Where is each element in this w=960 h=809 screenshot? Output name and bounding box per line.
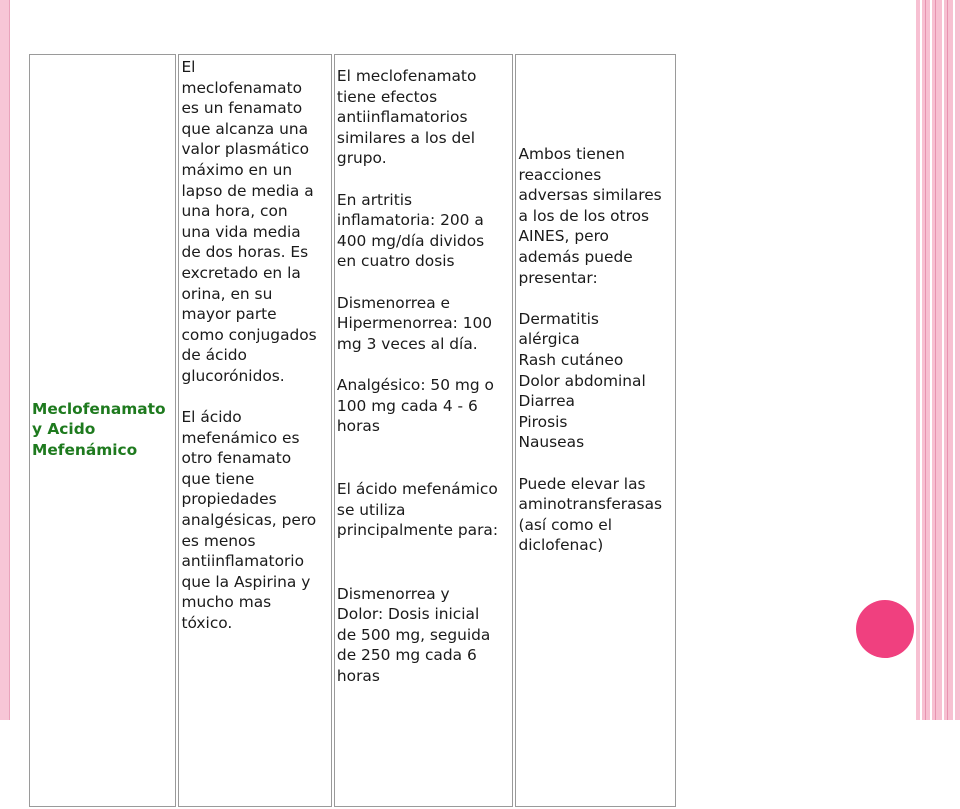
text-line: mg 3 veces al día. bbox=[336, 334, 478, 353]
text-line: El ácido mefenámico bbox=[336, 480, 498, 499]
list-item: alérgica bbox=[518, 330, 580, 349]
text-line: de 500 mg, seguida bbox=[336, 625, 491, 644]
pink-circle-decoration bbox=[856, 600, 914, 658]
text-line: lapso de media a bbox=[181, 181, 314, 200]
text-line: tóxico. bbox=[181, 614, 233, 633]
adverse-effects-cell bbox=[515, 54, 676, 807]
text-line: mefenámico es bbox=[181, 428, 300, 447]
text-line: En artritis bbox=[336, 190, 413, 209]
text-line: Dismenorrea e bbox=[336, 293, 451, 312]
text-line: reacciones bbox=[518, 165, 602, 184]
text-line: horas bbox=[336, 667, 380, 686]
text-line: valor plasmático bbox=[181, 140, 310, 159]
text-line: Dismenorrea y bbox=[336, 584, 450, 603]
text-line: una vida media bbox=[181, 222, 301, 241]
list-item: Dermatitis bbox=[518, 309, 599, 328]
text-line: antiinflamatorio bbox=[181, 552, 304, 571]
text-line: glucorónidos. bbox=[181, 366, 285, 385]
drug-name-cell bbox=[29, 54, 176, 807]
list-item: Pirosis bbox=[518, 412, 568, 431]
text-line: es un fenamato bbox=[181, 99, 303, 118]
text-line: Hipermenorrea: 100 bbox=[336, 314, 493, 333]
text-line: en cuatro dosis bbox=[336, 252, 455, 271]
text-line: principalmente para: bbox=[336, 521, 499, 540]
text-line: meclofenamato bbox=[181, 78, 303, 97]
text-line: mayor parte bbox=[181, 305, 277, 324]
text-line: como conjugados bbox=[181, 325, 317, 344]
pharmacokinetics-cell bbox=[178, 54, 331, 807]
text-line: una hora, con bbox=[181, 202, 288, 221]
text-line: excretado en la bbox=[181, 263, 301, 282]
text-line: El ácido bbox=[181, 408, 242, 427]
text-line: similares a los del bbox=[336, 128, 476, 147]
text-line: a los de los otros bbox=[518, 206, 650, 225]
text-line: AINES, pero bbox=[518, 227, 609, 246]
text-line: otro fenamato bbox=[181, 449, 292, 468]
text-line: de dos horas. Es bbox=[181, 243, 309, 262]
text-line: propiedades bbox=[181, 490, 277, 509]
uses-cell bbox=[334, 54, 514, 807]
text-line: Dolor: Dosis inicial bbox=[336, 605, 480, 624]
text-line: que alcanza una bbox=[181, 119, 309, 138]
text-line: Analgésico: 50 mg o bbox=[336, 375, 494, 394]
text-line: 400 mg/día dividos bbox=[336, 231, 485, 250]
text-line: Puede elevar las bbox=[518, 474, 646, 493]
drug-name-line: Meclofenamato bbox=[32, 399, 166, 418]
list-item: Dolor abdominal bbox=[518, 371, 646, 390]
table-row bbox=[29, 54, 676, 807]
text-line: 100 mg cada 4 - 6 bbox=[336, 396, 478, 415]
drug-table bbox=[27, 52, 678, 686]
text-line: Ambos tienen bbox=[518, 145, 625, 163]
text-line: adversas similares bbox=[518, 186, 662, 205]
drug-name-line: Mefenámico bbox=[32, 440, 138, 459]
text-line: de 250 mg cada 6 bbox=[336, 646, 477, 665]
text-line: máximo en un bbox=[181, 160, 293, 179]
text-line: de ácido bbox=[181, 346, 247, 365]
text-line: que la Aspirina y bbox=[181, 572, 311, 591]
text-line: antiinflamatorios bbox=[336, 108, 468, 127]
text-line: presentar: bbox=[518, 268, 598, 287]
text-line: orina, en su bbox=[181, 284, 273, 303]
text-line: es menos bbox=[181, 531, 256, 550]
text-line: se utiliza bbox=[336, 500, 406, 519]
text-line: horas bbox=[336, 417, 380, 436]
text-line: El meclofenamato bbox=[336, 67, 477, 85]
text-line: tiene efectos bbox=[336, 87, 438, 106]
list-item: Nauseas bbox=[518, 433, 585, 452]
left-border-decoration bbox=[0, 0, 9, 720]
text-line: inflamatoria: 200 a bbox=[336, 211, 484, 230]
drug-name-line: y Acido bbox=[32, 420, 96, 439]
text-line: analgésicas, pero bbox=[181, 511, 317, 530]
list-item: Diarrea bbox=[518, 392, 575, 411]
text-line: diclofenac) bbox=[518, 536, 604, 555]
right-stripes-decoration bbox=[916, 0, 960, 720]
text-line: (así como el bbox=[518, 515, 613, 534]
text-line: aminotransferasas bbox=[518, 495, 663, 514]
text-line: El bbox=[181, 58, 196, 76]
list-item: Rash cutáneo bbox=[518, 350, 624, 369]
text-line: grupo. bbox=[336, 149, 387, 168]
text-line: mucho mas bbox=[181, 593, 272, 612]
text-line: que tiene bbox=[181, 469, 255, 488]
text-line: además puede bbox=[518, 247, 633, 266]
